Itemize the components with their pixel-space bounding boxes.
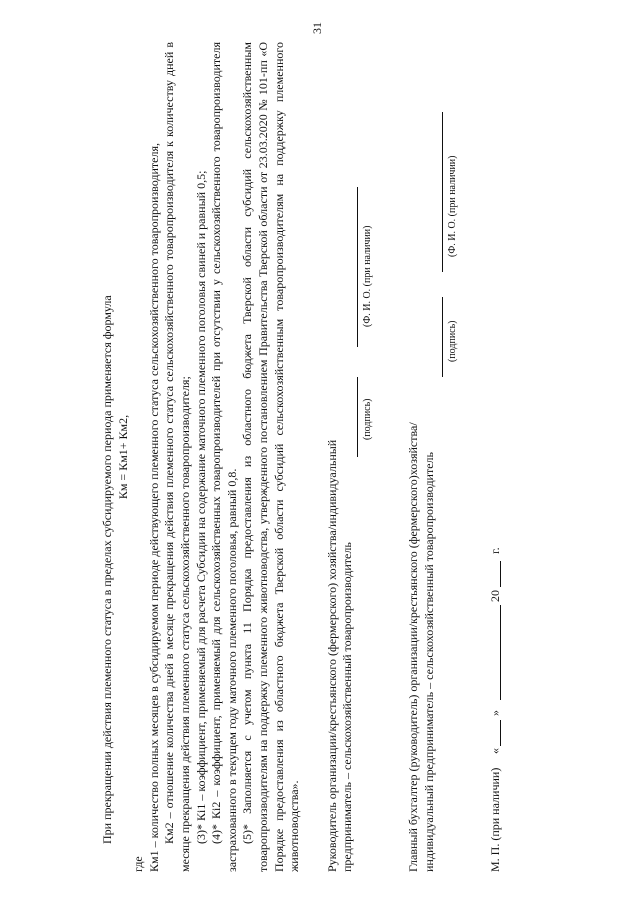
formula-intro: При прекращении действия племенного статуса в пределах субсидируемого периода применяется формула xyxy=(100,295,114,844)
mp-label: М. П. (при наличии) xyxy=(487,767,502,872)
year-suffix: г. xyxy=(487,547,502,554)
formula: Км = Км1+ Км2, xyxy=(115,414,130,500)
accountant-signature-caption: (подпись) xyxy=(446,320,458,362)
accountant-signature-line xyxy=(442,297,443,377)
accountant-signature-block xyxy=(422,42,476,872)
km1-definition: Км1 – количество полных месяцев в субсидируемом периоде действующего племенного статуса сельскохозяйственного товаропроизводителя, xyxy=(146,143,161,872)
footnote-5: (5)* Заполняется с учетом пункта 11 Порядка предоставления из областного бюджета Тверской области субсидий сельскохозяйственным товаропроизводителям на поддержку племенного животноводства, утвержденного постановлением Правительства Тверской области от 23.03.2020 № 101-пп «О Порядке предоставления из областного бюджета Тверской области субсидий сельскохозяйственным товаропроизводителям на поддержку племенного животноводства». xyxy=(240,42,302,872)
date-month-blank xyxy=(488,605,501,700)
head-signature-block xyxy=(340,42,394,872)
date-close-quote: » xyxy=(487,710,502,716)
date-day-blank xyxy=(488,720,501,746)
stamp-and-date-row xyxy=(488,42,506,872)
document-text xyxy=(100,42,506,872)
head-signature-caption: (подпись) xyxy=(362,398,374,440)
date-year-blank xyxy=(488,561,501,587)
year-prefix: 20 xyxy=(487,590,502,602)
footnote-4: (4)* Кi2 – коэффициент, применяемый для сельскохозяйственных товаропроизводителей при отсутствии у сельскохозяйственного товаропроизводителя застрахованного в текущем году маточного племенного поголовья, равный 0,8. xyxy=(209,42,239,872)
accountant-fio-line xyxy=(442,112,443,272)
page-number: 31 xyxy=(310,22,324,34)
accountant-fio-caption: (Ф. И. О. (при наличии) xyxy=(446,155,458,257)
footnote-3: (3)* Кi1 – коэффициент, применяемый для расчета Субсидии на содержание маточного племенного поголовья свиней и равный 0,5; xyxy=(193,170,208,844)
km2-definition: Км2 – отношение количества дней в месяце прекращения действия племенного статуса сельскохозяйственного товаропроизводителя к количеству дней в месяце прекращения действия племенного статуса сельскохозяйственного товаропроизводителя; xyxy=(162,42,192,872)
where-label: где xyxy=(131,856,146,872)
head-signature-line xyxy=(357,377,358,457)
head-signatory-line2: предприниматель – сельскохозяйственный товаропроизводитель xyxy=(340,542,355,872)
rotated-document-body xyxy=(100,42,530,872)
accountant-line2: индивидуальный предприниматель – сельскохозяйственный товаропроизводитель xyxy=(421,452,436,872)
accountant-line1: Главный бухгалтер (руководитель) организации/крестьянского (фермерского)хозяйства/ xyxy=(406,422,421,872)
head-fio-caption: (Ф. И. О. (при наличии) xyxy=(362,225,374,327)
head-signatory-line1: Руководитель организации/крестьянского (фермерского) хозяйства/индивидуальный xyxy=(324,439,339,872)
date-open-quote: « xyxy=(487,748,502,754)
head-fio-line xyxy=(357,187,358,347)
